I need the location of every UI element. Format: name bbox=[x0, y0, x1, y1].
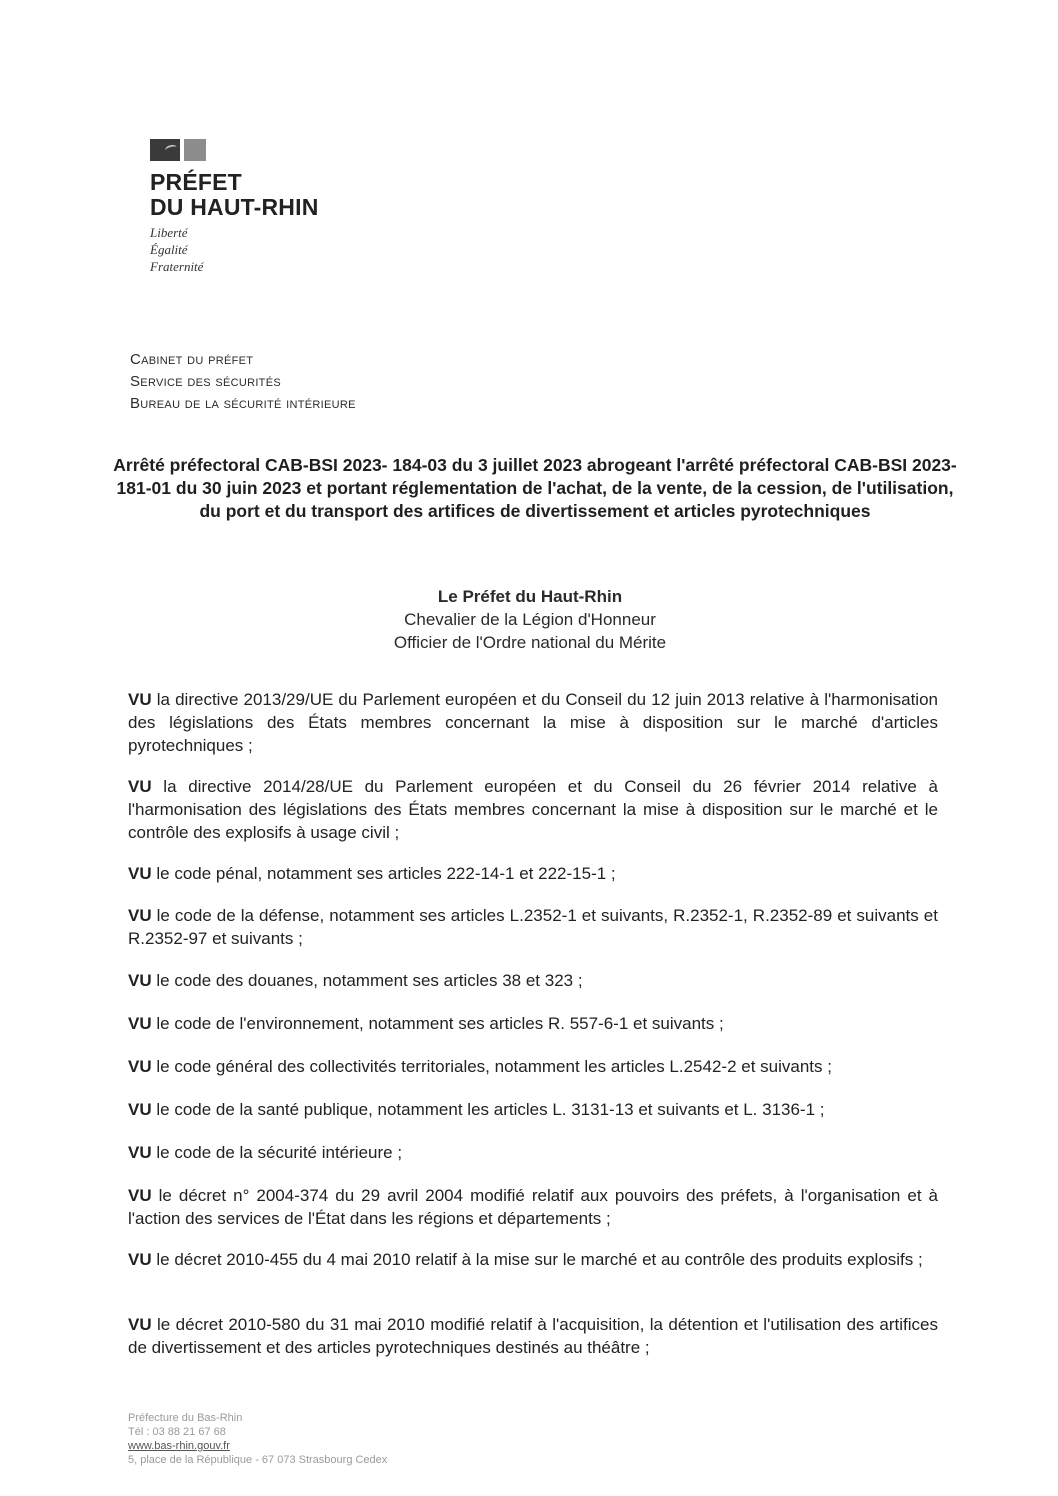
consideration-paragraph: VU le code de l'environnement, notamment ses articles R. 557-6-1 et suivants ; bbox=[128, 1014, 724, 1033]
consideration-paragraph: VU la directive 2013/29/UE du Parlement européen et du Conseil du 12 juin 2013 relative à l'harmonisation des législations des États membres concernant la mise à disposition sur le marché d'articles pyrotechniques ; bbox=[128, 690, 938, 755]
consideration-paragraph: VU le code de la défense, notamment ses articles L.2352-1 et suivants, R.2352-1, R.2352-89 et suivants et R.2352-97 et suivants ; bbox=[128, 906, 938, 948]
republic-motto: Liberté Égalité Fraternité bbox=[150, 225, 204, 274]
consideration-paragraph: VU le code de la santé publique, notamment les articles L. 3131-13 et suivants et L. 3136-1 ; bbox=[128, 1100, 825, 1119]
footer-address-name: Préfecture du Bas-Rhin bbox=[128, 1412, 243, 1424]
consideration-paragraph: VU le code des douanes, notamment ses articles 38 et 323 ; bbox=[128, 971, 583, 990]
prefet-signatory bbox=[180, 585, 880, 654]
service-line: Cabinet du préfet bbox=[130, 351, 254, 368]
prefecture-footer bbox=[128, 1411, 387, 1467]
prefecture-name: PRÉFET DU HAUT-RHIN bbox=[150, 169, 319, 220]
document-title: Arrêté préfectoral CAB-BSI 2023- 184-03 du 3 juillet 2023 abrogeant l'arrêté préfectoral CAB-BSI 2023- 181-01 du 30 juin 2023 et portant réglementation de l'achat, de la vente, de la cession, de l'utilisation, du port et du transport des artifices de divertissement et articles pyrotechniques bbox=[113, 455, 957, 521]
consideration-paragraph: VU le décret 2010-580 du 31 mai 2010 modifié relatif à l'acquisition, la détention et l'utilisation des artifices de divertissement et des articles pyrotechniques destinés au théâtre ; bbox=[128, 1315, 938, 1357]
footer-address: 5, place de la République - 67 073 Strasbourg Cedex bbox=[128, 1454, 388, 1466]
consideration-paragraph: VU le décret 2010-455 du 4 mai 2010 relatif à la mise sur le marché et au contrôle des produits explosifs ; bbox=[128, 1250, 923, 1269]
marianne-icon bbox=[150, 139, 180, 161]
service-line: Service des sécurités bbox=[130, 373, 281, 390]
consideration-paragraph: VU le code de la sécurité intérieure ; bbox=[128, 1143, 403, 1162]
service-line: Bureau de la sécurité intérieure bbox=[130, 395, 356, 412]
consideration-paragraph: VU le code général des collectivités territoriales, notamment les articles L.2542-2 et suivants ; bbox=[128, 1057, 832, 1076]
prefet-name: Le Préfet du Haut-Rhin bbox=[437, 587, 623, 606]
flag-icon bbox=[184, 139, 206, 161]
footer-website-link[interactable]: www.bas-rhin.gouv.fr bbox=[128, 1440, 230, 1452]
consideration-paragraph: VU la directive 2014/28/UE du Parlement européen et du Conseil du 26 février 2014 relative à l'harmonisation des législations des États membres concernant la mise à disposition sur le marché et le contrôle des explosifs à usage civil ; bbox=[128, 777, 938, 842]
marianne-logo bbox=[150, 138, 319, 162]
prefet-honor: Chevalier de la Légion d'Honneur bbox=[404, 610, 656, 629]
footer-phone: Tél : 03 88 21 67 68 bbox=[128, 1426, 226, 1438]
prefecture-logo-block bbox=[150, 138, 319, 275]
issuing-services bbox=[130, 349, 356, 415]
prefet-honor: Officier de l'Ordre national du Mérite bbox=[393, 633, 667, 652]
consideration-paragraph: VU le décret n° 2004-374 du 29 avril 2004 modifié relatif aux pouvoirs des préfets, à l'organisation et à l'action des services de l'État dans les régions et départements ; bbox=[128, 1186, 938, 1228]
consideration-paragraph: VU le code pénal, notamment ses articles 222-14-1 et 222-15-1 ; bbox=[128, 864, 616, 883]
